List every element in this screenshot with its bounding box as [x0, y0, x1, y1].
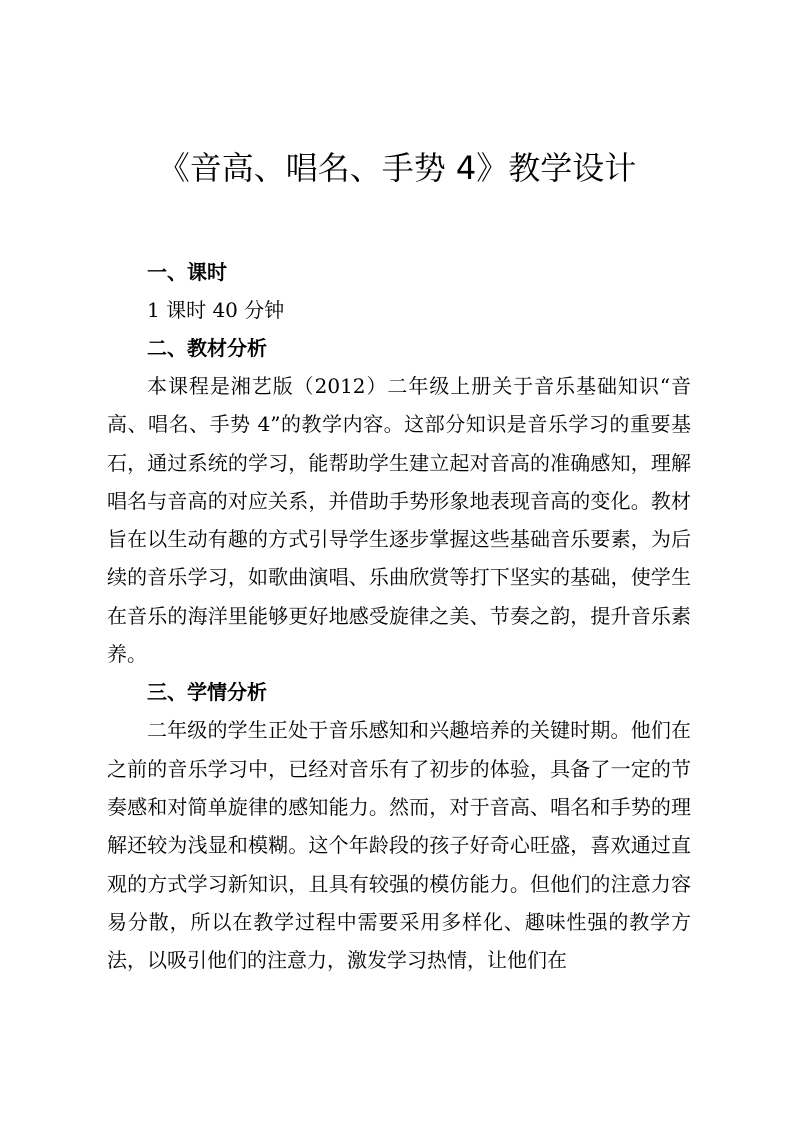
section-text: 1 课时 40 分钟: [147, 298, 285, 322]
document-title: 《音高、唱名、手势 4》教学设计: [157, 149, 637, 187]
document-body: [107, 253, 691, 979]
section-heading: 三、学情分析: [147, 680, 267, 705]
section-heading: 二、教材分析: [147, 336, 267, 360]
section-student-analysis: [107, 673, 691, 979]
section-paragraph: 本课程是湘艺版（2012）二年级上册关于音乐基础知识“音高、唱名、手势 4”的教学内容。这部分知识是音乐学习的重要基石，通过系统的学习，能帮助学生建立起对音高的准确感知，理解唱名与音高的对应关系，并借助手势形象地表现音高的变化。教材旨在以生动有趣的方式引导学生逐步掌握这些基础音乐要素，为后续的音乐学习，如歌曲演唱、乐曲欣赏等打下坚实的基础，使学生在音乐的海洋里能够更好地感受旋律之美、节奏之韵，提升音乐素养。: [107, 374, 691, 667]
section-textbook-analysis: [107, 329, 691, 673]
section-heading: 一、课时: [147, 260, 227, 284]
section-paragraph: 二年级的学生正处于音乐感知和兴趣培养的关键时期。他们在之前的音乐学习中，已经对音乐有了初步的体验，具备了一定的节奏感和对简单旋律的感知能力。然而，对于音高、唱名和手势的理解还较为浅显和模糊。这个年龄段的孩子好奇心旺盛，喜欢通过直观的方式学习新知识，且具有较强的模仿能力。但他们的注意力容易分散，所以在教学过程中需要采用多样化、趣味性强的教学方法，以吸引他们的注意力，激发学习热情，让他们在: [107, 718, 691, 973]
section-class-hours: [107, 253, 691, 329]
